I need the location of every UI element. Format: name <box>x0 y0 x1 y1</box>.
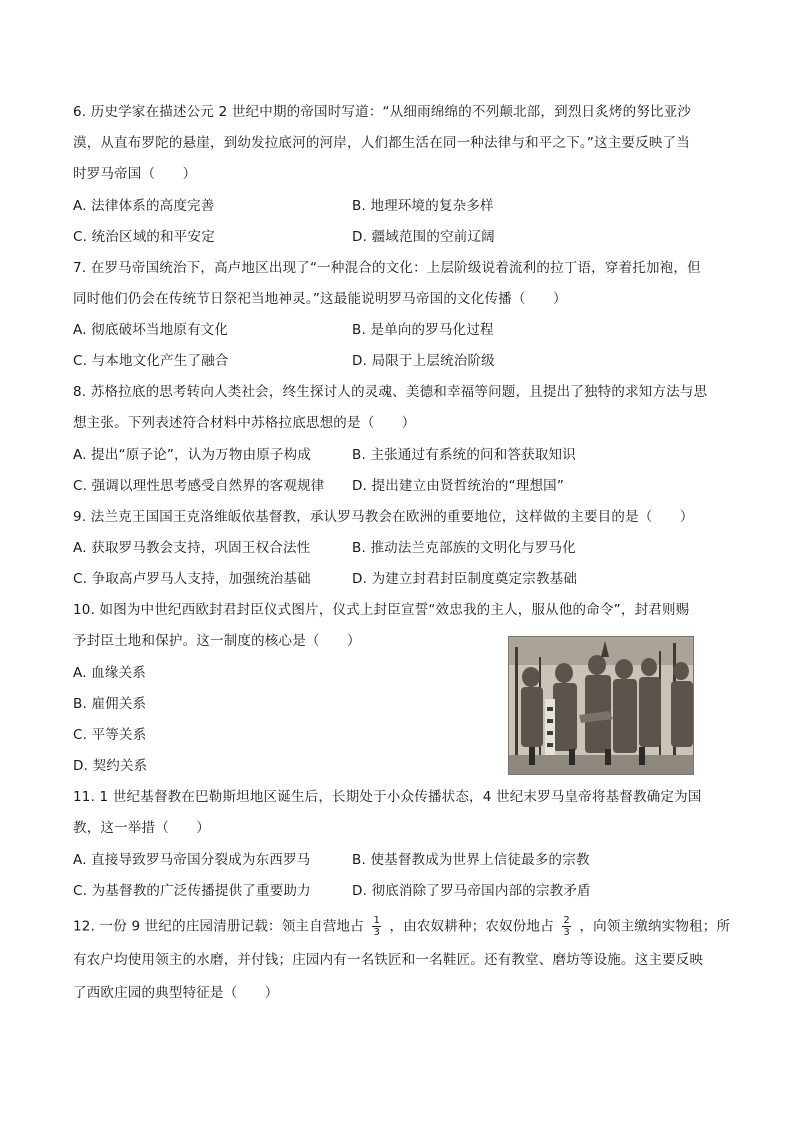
q11-option-a[interactable]: A. 直接导致罗马帝国分裂成为东西罗马 <box>73 852 311 868</box>
q12-fraction-1-numerator: 1 <box>373 915 380 926</box>
q8-option-c[interactable]: C. 强调以理性思考感受自然界的客观规律 <box>73 478 325 494</box>
q11-option-b[interactable]: B. 使基督教成为世界上信徒最多的宗教 <box>352 852 590 868</box>
q7-option-b[interactable]: B. 是单向的罗马化过程 <box>352 322 494 338</box>
q10-option-b[interactable]: B. 雇佣关系 <box>73 696 147 712</box>
q8-stem-line-1: 8. 苏格拉底的思考转向人类社会，终生探讨人的灵魂、美德和幸福等问题，且提出了独特的求知方法与思 <box>73 384 708 400</box>
q12-stem-line-2: 有农户均使用领主的水磨，并付钱；庄园内有一名铁匠和一名鞋匠。还有教堂、磨坊等设施。这主要反映 <box>73 952 704 968</box>
q6-stem-line-3: 时罗马帝国（ ） <box>73 166 197 182</box>
q6-stem-line-1: 6. 历史学家在描述公元 2 世纪中期的帝国时写道：“从细雨绵绵的不列颠北部，到烈日炙烤的努比亚沙 <box>73 104 692 120</box>
q9-stem-line-1: 9. 法兰克王国国王克洛维皈依基督教，承认罗马教会在欧洲的重要地位，这样做的主要目的是（ ） <box>73 509 694 525</box>
q12-fraction-two-thirds <box>562 915 571 938</box>
q12-stem-part-c: ，向领主缴纳实物租；所 <box>579 918 731 935</box>
q9-option-b[interactable]: B. 推动法兰克部族的文明化与罗马化 <box>352 540 576 556</box>
q8-option-a[interactable]: A. 提出“原子论”，认为万物由原子构成 <box>73 447 312 463</box>
q9-option-c[interactable]: C. 争取高卢罗马人支持，加强统治基础 <box>73 571 311 587</box>
medieval-homage-ceremony-image <box>508 636 694 775</box>
homage-scene-illustration <box>509 637 693 774</box>
q10-stem-line-2: 予封臣土地和保护。这一制度的核心是（ ） <box>73 633 361 649</box>
q8-option-d[interactable]: D. 提出建立由贤哲统治的“理想国” <box>352 478 565 494</box>
q12-fraction-1-denominator: 3 <box>373 927 380 938</box>
q6-option-b[interactable]: B. 地理环境的复杂多样 <box>352 198 494 214</box>
q7-stem-line-2: 同时他们仍会在传统节日祭祀当地神灵。”这最能说明罗马帝国的文化传播（ ） <box>73 291 567 307</box>
q10-option-d[interactable]: D. 契约关系 <box>73 758 148 774</box>
q6-option-d[interactable]: D. 疆域范围的空前辽阔 <box>352 229 495 245</box>
q7-option-c[interactable]: C. 与本地文化产生了融合 <box>73 353 229 369</box>
q10-option-c[interactable]: C. 平等关系 <box>73 727 147 743</box>
q8-stem-line-2: 想主张。下列表述符合材料中苏格拉底思想的是（ ） <box>73 415 416 431</box>
q7-option-a[interactable]: A. 彻底破坏当地原有文化 <box>73 322 229 338</box>
q10-stem-line-1: 10. 如图为中世纪西欧封君封臣仪式图片，仪式上封臣宣誓“效忠我的主人，服从他的命令”，封君则赐 <box>73 602 690 618</box>
q12-stem-line-3: 了西欧庄园的典型特征是（ ） <box>73 985 279 1001</box>
q6-option-a[interactable]: A. 法律体系的高度完善 <box>73 198 215 214</box>
q6-option-c[interactable]: C. 统治区域的和平安定 <box>73 229 215 245</box>
q11-option-c[interactable]: C. 为基督教的广泛传播提供了重要助力 <box>73 883 311 899</box>
q12-fraction-2-denominator: 3 <box>563 927 570 938</box>
q12-stem-part-a: 12. 一份 9 世纪的庄园清册记载：领主自营地占 <box>73 918 364 935</box>
q7-stem-line-1: 7. 在罗马帝国统治下，高卢地区出现了“一种混合的文化：上层阶级说着流利的拉丁语，穿着托加袍，但 <box>73 260 701 276</box>
q12-stem-part-b: ，由农奴耕种；农奴份地占 <box>389 918 554 935</box>
q6-stem-line-2: 漠，从直布罗陀的悬崖，到幼发拉底河的河岸，人们都生活在同一种法律与和平之下。”这主要反映了当 <box>73 135 690 151</box>
q12-stem-line-1 <box>73 915 730 938</box>
q9-option-d[interactable]: D. 为建立封君封臣制度奠定宗教基础 <box>352 571 578 587</box>
q12-fraction-2-numerator: 2 <box>563 915 570 926</box>
q8-option-b[interactable]: B. 主张通过有系统的问和答获取知识 <box>352 447 576 463</box>
q12-fraction-one-third <box>372 915 381 938</box>
q7-option-d[interactable]: D. 局限于上层统治阶级 <box>352 353 495 369</box>
q10-option-a[interactable]: A. 血缘关系 <box>73 665 146 681</box>
q11-stem-line-2: 教，这一举措（ ） <box>73 820 210 836</box>
q11-option-d[interactable]: D. 彻底消除了罗马帝国内部的宗教矛盾 <box>352 883 591 899</box>
q11-stem-line-1: 11. 1 世纪基督教在巴勒斯坦地区诞生后，长期处于小众传播状态，4 世纪末罗马皇帝将基督教确定为国 <box>73 789 702 805</box>
q9-option-a[interactable]: A. 获取罗马教会支持，巩固王权合法性 <box>73 540 311 556</box>
